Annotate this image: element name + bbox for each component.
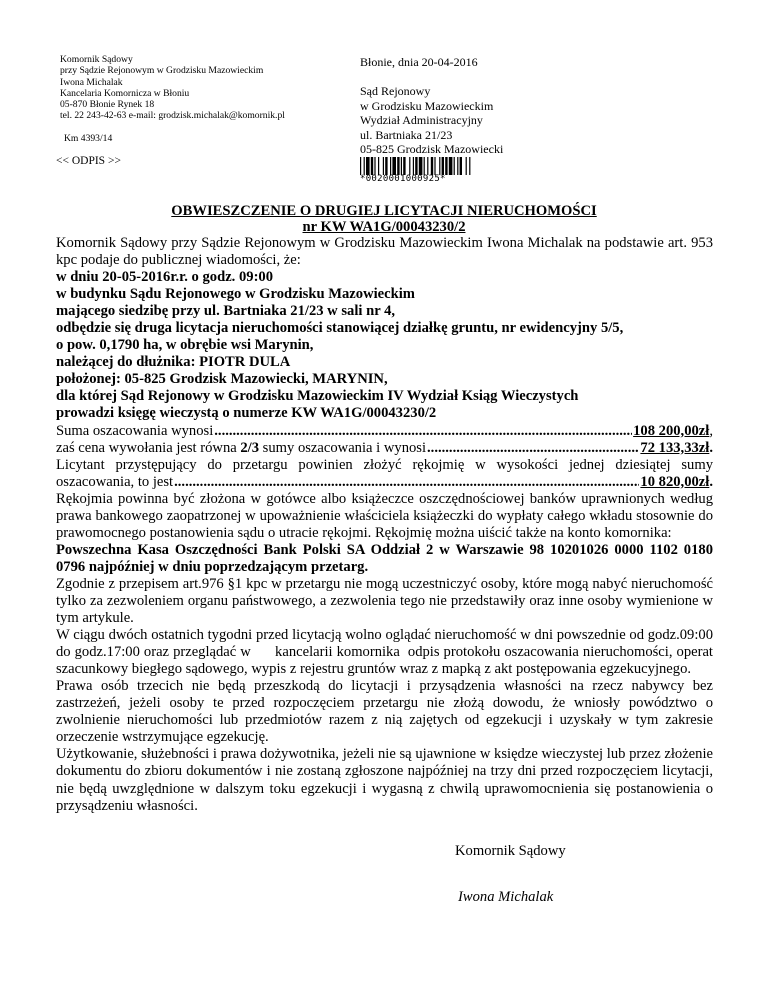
sender-line: 05-870 Błonie Rynek 18 [60, 99, 155, 111]
recipient-line: Sąd Rejonowy [360, 84, 431, 98]
valuation-row: Suma oszacowania wynosi ..... 108 200,00zł , [56, 423, 713, 440]
deposit-value: 10 820,00zł [640, 473, 710, 490]
dot-leader [214, 423, 632, 440]
deposit-label: oszacowania, to jest [56, 473, 174, 490]
sender-line: tel. 22 243-42-63 e-mail: grodzisk.michalak@komornik.pl [60, 110, 285, 122]
usufruct-paragraph: Użytkowanie, służebności i prawa dożywotnika, jeżeli nie są ujawnione w księdze wieczystej lub przez złożenie dokumentu do zbioru dokumentów i nie zostaną zgłoszone najpóźniej na trzy dni przed rozpoczęciem licytacji, nie będą uwzględnione w dalszym toku egzekucji i wygasną z chwilą uprawomocnienia się postanowienia o przysądzeniu własności. [56, 746, 713, 814]
asking-value: 72 133,33zł [640, 439, 710, 456]
signature-name: Iwona Michalak [458, 889, 554, 905]
viewing-paragraph: W ciągu dwóch ostatnich tygodni przed licytacją wolno oglądać nieruchomość w dni powszednie od godz.09:00 do godz.17:00 oraz przeglądać w kancelarii komornika odpis protokołu oszacowania nieruchomości, operat szacunkowy biegłego sądowego, wypis z rejestru gruntów wraz z mapką z akt postępowania egzekucyjnego. [56, 627, 721, 678]
auction-detail-line: należącej do dłużnika: PIOTR DULA [56, 354, 291, 371]
sender-line: Komornik Sądowy [60, 54, 133, 65]
barcode [360, 157, 515, 175]
deposit-line: Licytant przystępujący do przetargu powinien złożyć rękojmię w wysokości jednej dziesiątej sumy [56, 456, 713, 473]
case-number: Km 4393/14 [64, 133, 113, 144]
auction-detail-line: w dniu 20-05-2016r.r. o godz. 09:00 [56, 269, 274, 286]
recipient-address [360, 84, 503, 157]
sender-block [60, 54, 285, 122]
auction-detail-line: w budynku Sądu Rejonowego w Grodzisku Mazowieckim [56, 286, 415, 303]
copy-mark: << ODPIS >> [56, 155, 121, 167]
asking-price-row: zaś cena wywołania jest równa 2/3 sumy oszacowania i wynosi ..... 72 133,33zł . [56, 440, 713, 457]
third-party-paragraph: Prawa osób trzecich nie będą przeszkodą do licytacji i przysądzenia własności na rzecz nabywcy bez zastrzeżeń, jeżeli osoby te przed rozpoczęciem przetargu nie złożą dowodu, że wniosły powództwo o zwolnienie nieruchomości lub przedmiotów razem z nią zajętych od egzekucji i uzyskały w tym zakresie orzeczenie wstrzymujące egzekucję. [56, 678, 713, 746]
art976-paragraph: Zgodnie z przepisem art.976 §1 kpc w przetargu nie mogą uczestniczyć osoby, które mogą nabyć nieruchomość tylko za zezwoleniem organu państwowego, a zezwolenia tego nie przedstawiły oraz inne osoby wymienione w tym artykule. [56, 575, 713, 627]
auction-detail-line: o pow. 0,1790 ha, w obrębie wsi Marynin, [56, 337, 314, 354]
valuation-label: Suma oszacowania wynosi [56, 422, 214, 439]
signature-role: Komornik Sądowy [455, 843, 566, 859]
auction-detail-line: mającego siedzibę przy ul. Bartniaka 21/23 w sali nr 4, [56, 303, 396, 320]
auction-detail-line: położonej: 05-825 Grodzisk Mazowiecki, MARYNIN, [56, 371, 388, 388]
notice-body [56, 235, 721, 815]
sender-line: Iwona Michalak [60, 76, 123, 88]
intro-paragraph: Komornik Sądowy przy Sądzie Rejonowym w Grodzisku Mazowieckim Iwona Michalak na podstawie art. 953 kpc podaje do publicznej wiadomości, że: [56, 235, 713, 269]
bank-account: Powszechna Kasa Oszczędności Bank Polski SA Oddział 2 w Warszawie 98 10201026 0000 1102 0180 0796 najpóźniej w dniu poprzedzającym przetarg. [56, 541, 713, 575]
dot-leader [427, 440, 639, 457]
recipient-line: 05-825 Grodzisk Mazowiecki [360, 142, 504, 156]
sender-line: Kancelaria Komornicza w Błoniu [60, 87, 190, 99]
deposit-row: oszacowania, to jest ..... 10 820,00zł . [56, 474, 713, 491]
place-date: Błonie, dnia 20-04-2016 [360, 55, 478, 69]
barcode-text: *0020001000925* [360, 174, 446, 184]
recipient-line: Wydział Administracyjny [360, 113, 483, 127]
sender-line: przy Sądzie Rejonowym w Grodzisku Mazowieckim [60, 65, 264, 77]
deposit-paragraph: Rękojmia powinna być złożona w gotówce albo książeczce oszczędnościowej banków uprawnionych według prawa bankowego zaopatrzonej w upoważnienie właściciela książeczki do wypłaty całego wkładu stosownie do prawomocnego postanowienia sądu o utracie rękojmi. Rękojmię można uiścić także na konto komornika: [56, 490, 713, 541]
land-register-number: nr KW WA1G/00043230/2 [302, 219, 466, 235]
asking-label: zaś cena wywołania jest równa 2/3 sumy oszacowania i wynosi [56, 439, 427, 456]
valuation-value: 108 200,00zł [633, 422, 710, 439]
auction-detail-line: prowadzi księgę wieczystą o numerze KW WA1G/00043230/2 [56, 405, 437, 422]
dot-leader [174, 474, 639, 491]
notice-title: OBWIESZCZENIE O DRUGIEJ LICYTACJI NIERUCHOMOŚCI [171, 203, 597, 219]
recipient-line: w Grodzisku Mazowieckim [360, 98, 494, 113]
auction-detail-line: dla której Sąd Rejonowy w Grodzisku Mazowieckim IV Wydział Ksiąg Wieczystych [56, 388, 579, 405]
recipient-line: ul. Bartniaka 21/23 [360, 127, 453, 142]
auction-detail-line: odbędzie się druga licytacja nieruchomości stanowiącej działkę gruntu, nr ewidencyjny 5/5, [56, 320, 624, 337]
